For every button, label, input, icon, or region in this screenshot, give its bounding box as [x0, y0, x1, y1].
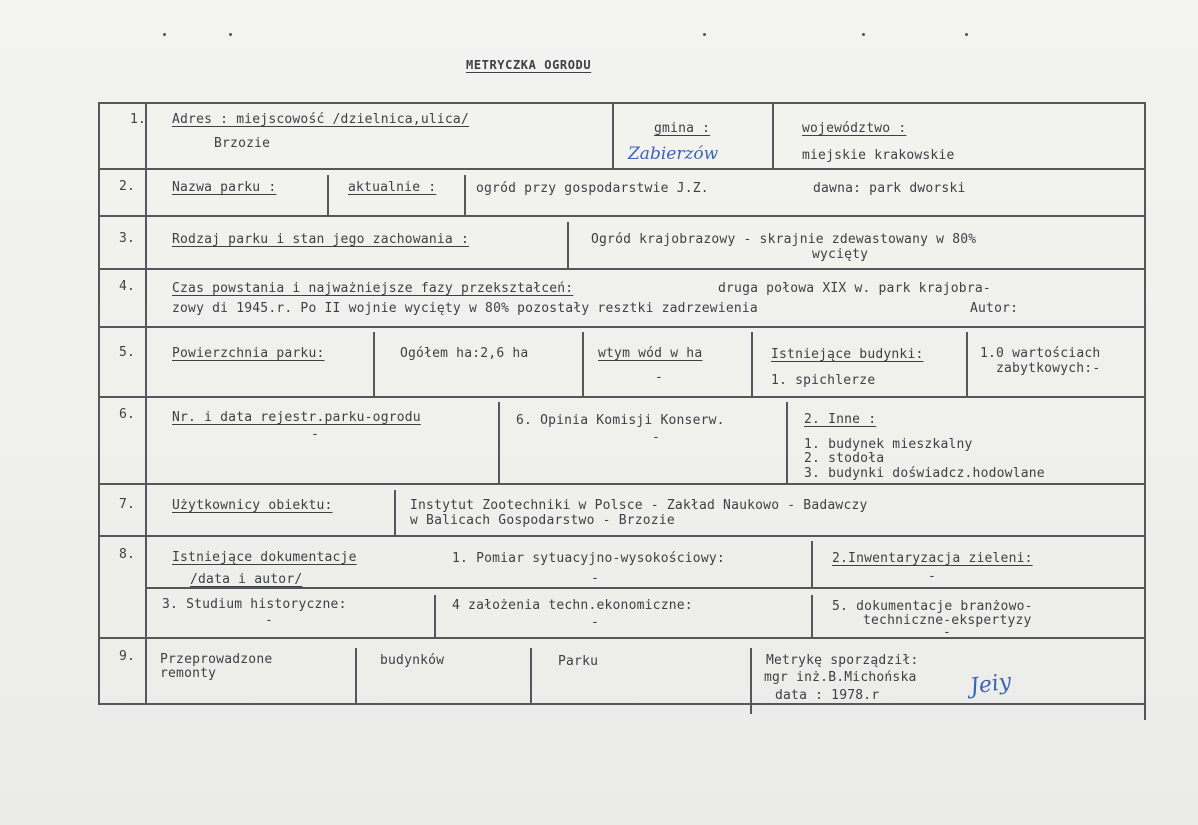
historical-study-label: 3. Studium historyczne:: [162, 597, 347, 612]
other-building-item: 2. stodoła: [804, 451, 885, 466]
current-name-label: aktualnie :: [348, 180, 437, 195]
history-value-cont: zowy di 1945.r. Po II wojnie wycięty w 80% pozostały resztki zadrzewienia: [172, 301, 758, 316]
historic-value-label: 1.0 wartościach: [980, 346, 1101, 361]
address-value: Brzozie: [214, 136, 271, 151]
other-building-item: 3. budynki doświadcz.hodowlane: [804, 466, 1045, 481]
existing-building-item: 1. spichlerze: [771, 373, 876, 388]
survey-label: 1. Pomiar sytuacyjno-wysokościowy:: [452, 551, 725, 566]
scan-speck: [229, 33, 232, 36]
registry-value: -: [311, 427, 320, 442]
registry-label: Nr. i data rejestr.parku-ogrodu: [172, 410, 421, 425]
prepared-date: data : 1978.r: [775, 688, 880, 703]
row-number: 5.: [119, 345, 136, 360]
row-number: 4.: [119, 279, 136, 294]
documentation-sublabel: /data i autor/: [190, 572, 303, 587]
water-area-value: -: [655, 370, 664, 385]
gmina-label: gmina :: [654, 121, 711, 136]
park-type-value-cont: wycięty: [812, 247, 869, 262]
historic-value-cont: zabytkowych:-: [996, 361, 1101, 376]
row-number: 8.: [119, 547, 136, 562]
expertise-label: 5. dokumentacje branżowo-: [832, 599, 1033, 614]
scan-speck: [703, 33, 706, 36]
park-type-label: Rodzaj parku i stan jego zachowania :: [172, 232, 469, 247]
scan-speck: [163, 33, 166, 36]
row-number: 9.: [119, 649, 136, 664]
author-label: Autor:: [970, 301, 1019, 316]
users-label: Użytkownicy obiektu:: [172, 498, 333, 513]
current-name-value: ogród przy gospodarstwie J.Z.: [476, 181, 709, 196]
document-title: METRYCZKA OGRODU: [466, 58, 592, 72]
renovations-label-cont: remonty: [160, 666, 217, 681]
water-area-label: wtym wód w ha: [598, 346, 703, 361]
park-type-value: Ogród krajobrazowy - skrajnie zdewastowany w 80%: [591, 232, 977, 247]
row-number: 6.: [119, 407, 136, 422]
signature: Jeiy: [968, 669, 1013, 700]
row-number: 3.: [119, 231, 136, 246]
expertise-label-cont: techniczne-ekspertyzy: [863, 613, 1032, 628]
greenery-inventory-value: -: [928, 569, 937, 584]
row-number: 2.: [119, 179, 136, 194]
tech-econ-value: -: [591, 615, 600, 630]
historical-study-value: -: [265, 613, 274, 628]
opinion-value: -: [652, 430, 661, 445]
history-label: Czas powstania i najważniejsze fazy przekształceń:: [172, 281, 574, 296]
survey-value: -: [591, 571, 600, 586]
prepared-by-name: mgr inż.B.Michońska: [764, 670, 917, 685]
total-area: Ogółem ha:2,6 ha: [400, 346, 529, 361]
users-value: Instytut Zootechniki w Polsce - Zakład Naukowo - Badawczy: [410, 498, 868, 513]
documentation-label: Istniejące dokumentacje: [172, 550, 357, 565]
other-buildings-label: 2. Inne :: [804, 412, 877, 427]
opinion-label: 6. Opinia Komisji Konserw.: [516, 413, 725, 428]
renovations-label: Przeprowadzone: [160, 652, 273, 667]
park-renovation-label: Parku: [558, 654, 599, 669]
former-name: dawna: park dworski: [813, 181, 966, 196]
expertise-value: -: [943, 625, 952, 640]
area-label: Powierzchnia parku:: [172, 346, 325, 361]
users-value-cont: w Balicach Gospodarstwo - Brzozie: [410, 513, 675, 528]
tech-econ-label: 4 założenia techn.ekonomiczne:: [452, 598, 693, 613]
greenery-inventory-label: 2.Inwentaryzacja zieleni:: [832, 551, 1033, 566]
existing-buildings-label: Istniejące budynki:: [771, 347, 924, 362]
history-value: druga połowa XIX w. park krajobra-: [718, 281, 991, 296]
voivodeship-value: miejskie krakowskie: [802, 148, 955, 163]
voivodeship-label: województwo :: [802, 121, 907, 136]
scan-speck: [965, 33, 968, 36]
address-label: Adres : miejscowość /dzielnica,ulica/: [172, 112, 469, 127]
scan-speck: [862, 33, 865, 36]
other-building-item: 1. budynek mieszkalny: [804, 437, 973, 452]
buildings-renovation-label: budynków: [380, 653, 445, 668]
prepared-by-label: Metrykę sporządził:: [766, 653, 919, 668]
park-name-label: Nazwa parku :: [172, 180, 277, 195]
row-number: 1.: [130, 112, 147, 127]
row-number: 7.: [119, 497, 136, 512]
gmina-handwritten-value: Zabierzów: [628, 144, 719, 164]
